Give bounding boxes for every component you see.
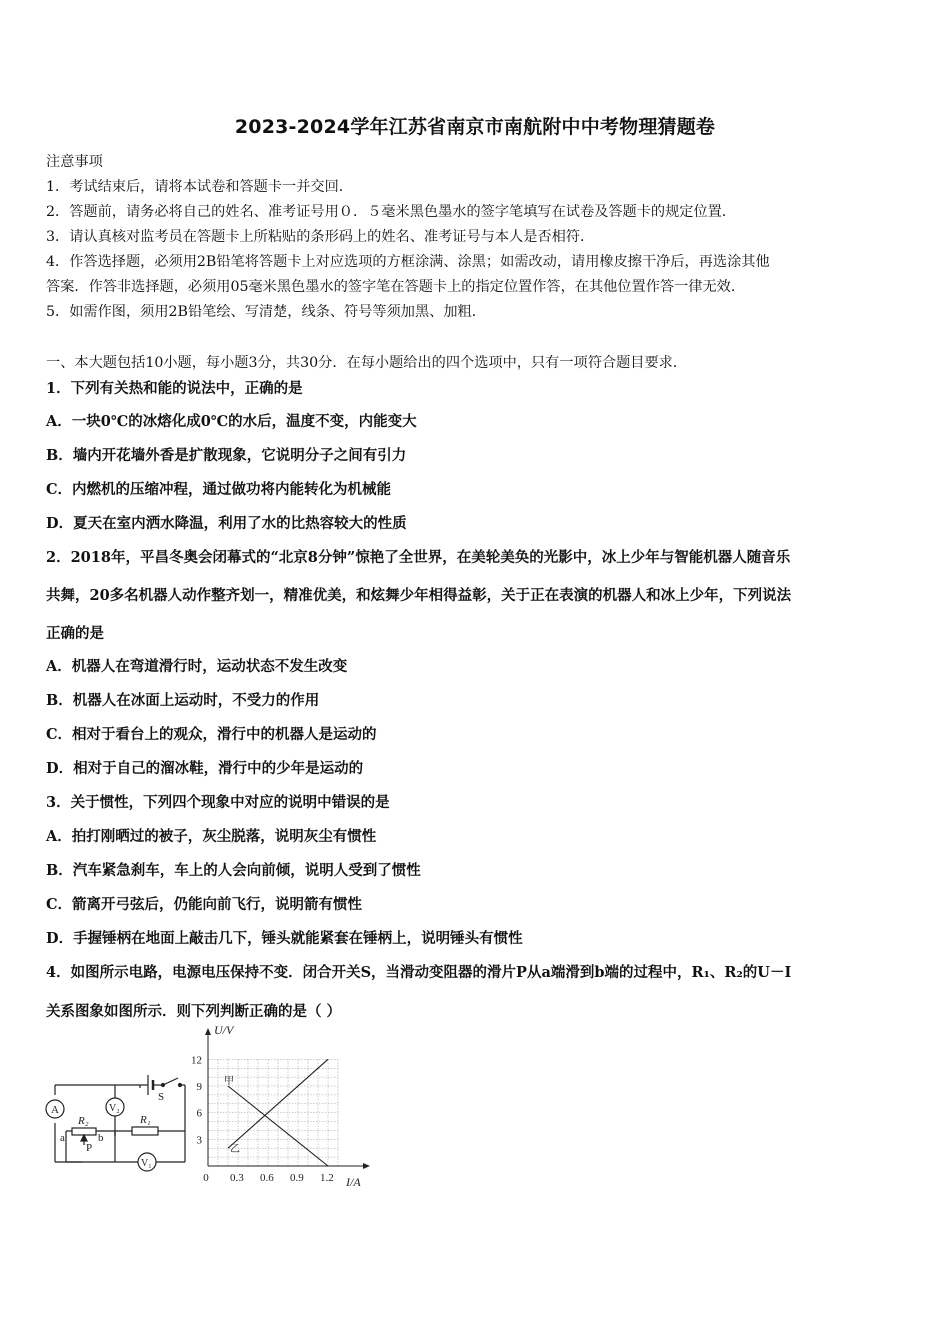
y-axis-label: U/V — [214, 1025, 234, 1037]
notice-item: 答案．作答非选择题，必须用05毫米黑色墨水的签字笔在答题卡上的指定位置作答，在其他位置作答一律无效． — [46, 279, 746, 295]
question-1-option-C: C．内燃机的压缩冲程，通过做功将内能转化为机械能 — [46, 481, 392, 498]
x-tick-label: 0 — [203, 1172, 209, 1184]
slider-arrow — [81, 1135, 87, 1141]
circuit-diagram — [46, 1075, 185, 1171]
section-heading: 一、本大题包括10小题，每小题3分，共30分．在每小题给出的四个选项中，只有一项符合题目要求． — [46, 355, 688, 371]
notice-item: 1．考试结束后，请将本试卷和答题卡一并交回． — [46, 179, 353, 195]
y-tick-label: 12 — [191, 1054, 202, 1067]
switch-blade — [163, 1078, 178, 1085]
r1-label: R₁ — [140, 1114, 151, 1126]
slider-p-label: P — [86, 1142, 93, 1154]
y-tick-label: 9 — [196, 1081, 202, 1093]
question-2-option-C: C．相对于看台上的观众，滑行中的机器人是运动的 — [46, 726, 377, 743]
notice-item: 3．请认真核对监考员在答题卡上所粘贴的条形码上的姓名、准考证号与本人是否相符． — [46, 229, 595, 245]
x-tick-label: 0.9 — [290, 1172, 304, 1184]
question-2-option-D: D．相对于自己的溜冰鞋，滑行中的少年是运动的 — [46, 760, 364, 777]
question-4-stem: 关系图象如图所示．则下列判断正确的是（ ） — [46, 1003, 342, 1020]
notice-item: 2．答题前，请务必将自己的姓名、准考证号用０．５毫米黑色墨水的签字笔填写在试卷及答题卡的规定位置． — [46, 204, 737, 220]
x-tick-label: 0.3 — [230, 1172, 244, 1184]
series-label: 乙 — [230, 1144, 240, 1156]
question-4-figure — [40, 1025, 380, 1195]
question-2-option-B: B．机器人在冰面上运动时，不受力的作用 — [46, 692, 320, 709]
notice-item: 5．如需作图，须用2B铅笔绘、写清楚，线条、符号等须加黑、加粗． — [46, 304, 486, 320]
v1-label: V₁ — [141, 1158, 152, 1169]
question-2-stem: 共舞，20多名机器人动作整齐划一，精准优美，和炫舞少年相得益彰，关于正在表演的机器人和冰上少年，下列说法 — [46, 587, 792, 604]
question-3-option-D: D．手握锤柄在地面上敲击几下，锤头就能紧套在锤柄上，说明锤头有惯性 — [46, 930, 523, 947]
y-tick-label: 3 — [196, 1134, 202, 1147]
y-tick-label: 6 — [196, 1107, 202, 1120]
v2-label: V₂ — [109, 1103, 120, 1114]
page-title: 2023-2024学年江苏省南京市南航附中中考物理猜题卷 — [234, 116, 716, 138]
x-axis-label: I/A — [346, 1175, 361, 1189]
notice-item: 4．作答选择题，必须用2B铅笔将答题卡上对应选项的方框涂满、涂黑；如需改动，请用橡皮擦干净后，再选涂其他 — [46, 254, 770, 270]
question-1-option-A: A．一块0℃的冰熔化成0℃的水后，温度不变，内能变大 — [46, 413, 417, 430]
question-2-stem: 2．2018年，平昌冬奥会闭幕式的“北京8分钟”惊艳了全世界，在美轮美奂的光影中，冰上少年与智能机器人随音乐 — [46, 549, 791, 566]
notice-heading: 注意事项 — [46, 154, 103, 170]
question-1-option-D: D．夏天在室内洒水降温，利用了水的比热容较大的性质 — [46, 515, 407, 532]
question-1-option-B: B．墙内开花墙外香是扩散现象，它说明分子之间有引力 — [46, 447, 407, 464]
switch-label: S — [158, 1091, 165, 1103]
ui-graph — [191, 1025, 370, 1189]
question-3-stem: 3．关于惯性，下列四个现象中对应的说明中错误的是 — [46, 794, 390, 811]
series-label: 甲 — [224, 1076, 234, 1087]
x-tick-label: 1.2 — [320, 1172, 334, 1184]
x-axis-arrow — [363, 1163, 370, 1169]
question-1-stem: 1．下列有关热和能的说法中，正确的是 — [46, 380, 303, 397]
r2-label: R₂ — [78, 1115, 89, 1127]
ammeter-label: A — [51, 1104, 59, 1116]
question-2-option-A: A．机器人在弯道滑行时，运动状态不发生改变 — [46, 658, 348, 675]
question-2-stem: 正确的是 — [46, 625, 104, 642]
y-axis-arrow — [205, 1028, 211, 1035]
x-tick-label: 0.6 — [260, 1172, 274, 1184]
question-3-option-C: C．箭离开弓弦后，仍能向前飞行，说明箭有惯性 — [46, 896, 363, 913]
question-3-option-B: B．汽车紧急刹车，车上的人会向前倾，说明人受到了惯性 — [46, 862, 421, 879]
question-4-stem: 4．如图所示电路，电源电压保持不变．闭合开关S，当滑动变阻器的滑片P从a端滑到b端的过程中，R₁、R₂的U－I — [46, 964, 792, 981]
terminal-b-label: b — [98, 1132, 104, 1144]
question-3-option-A: A．拍打刚晒过的被子，灰尘脱落，说明灰尘有惯性 — [46, 828, 377, 845]
figure-svg — [40, 1025, 380, 1195]
terminal-a-label: a — [60, 1132, 65, 1144]
resistor-r1 — [132, 1127, 158, 1135]
